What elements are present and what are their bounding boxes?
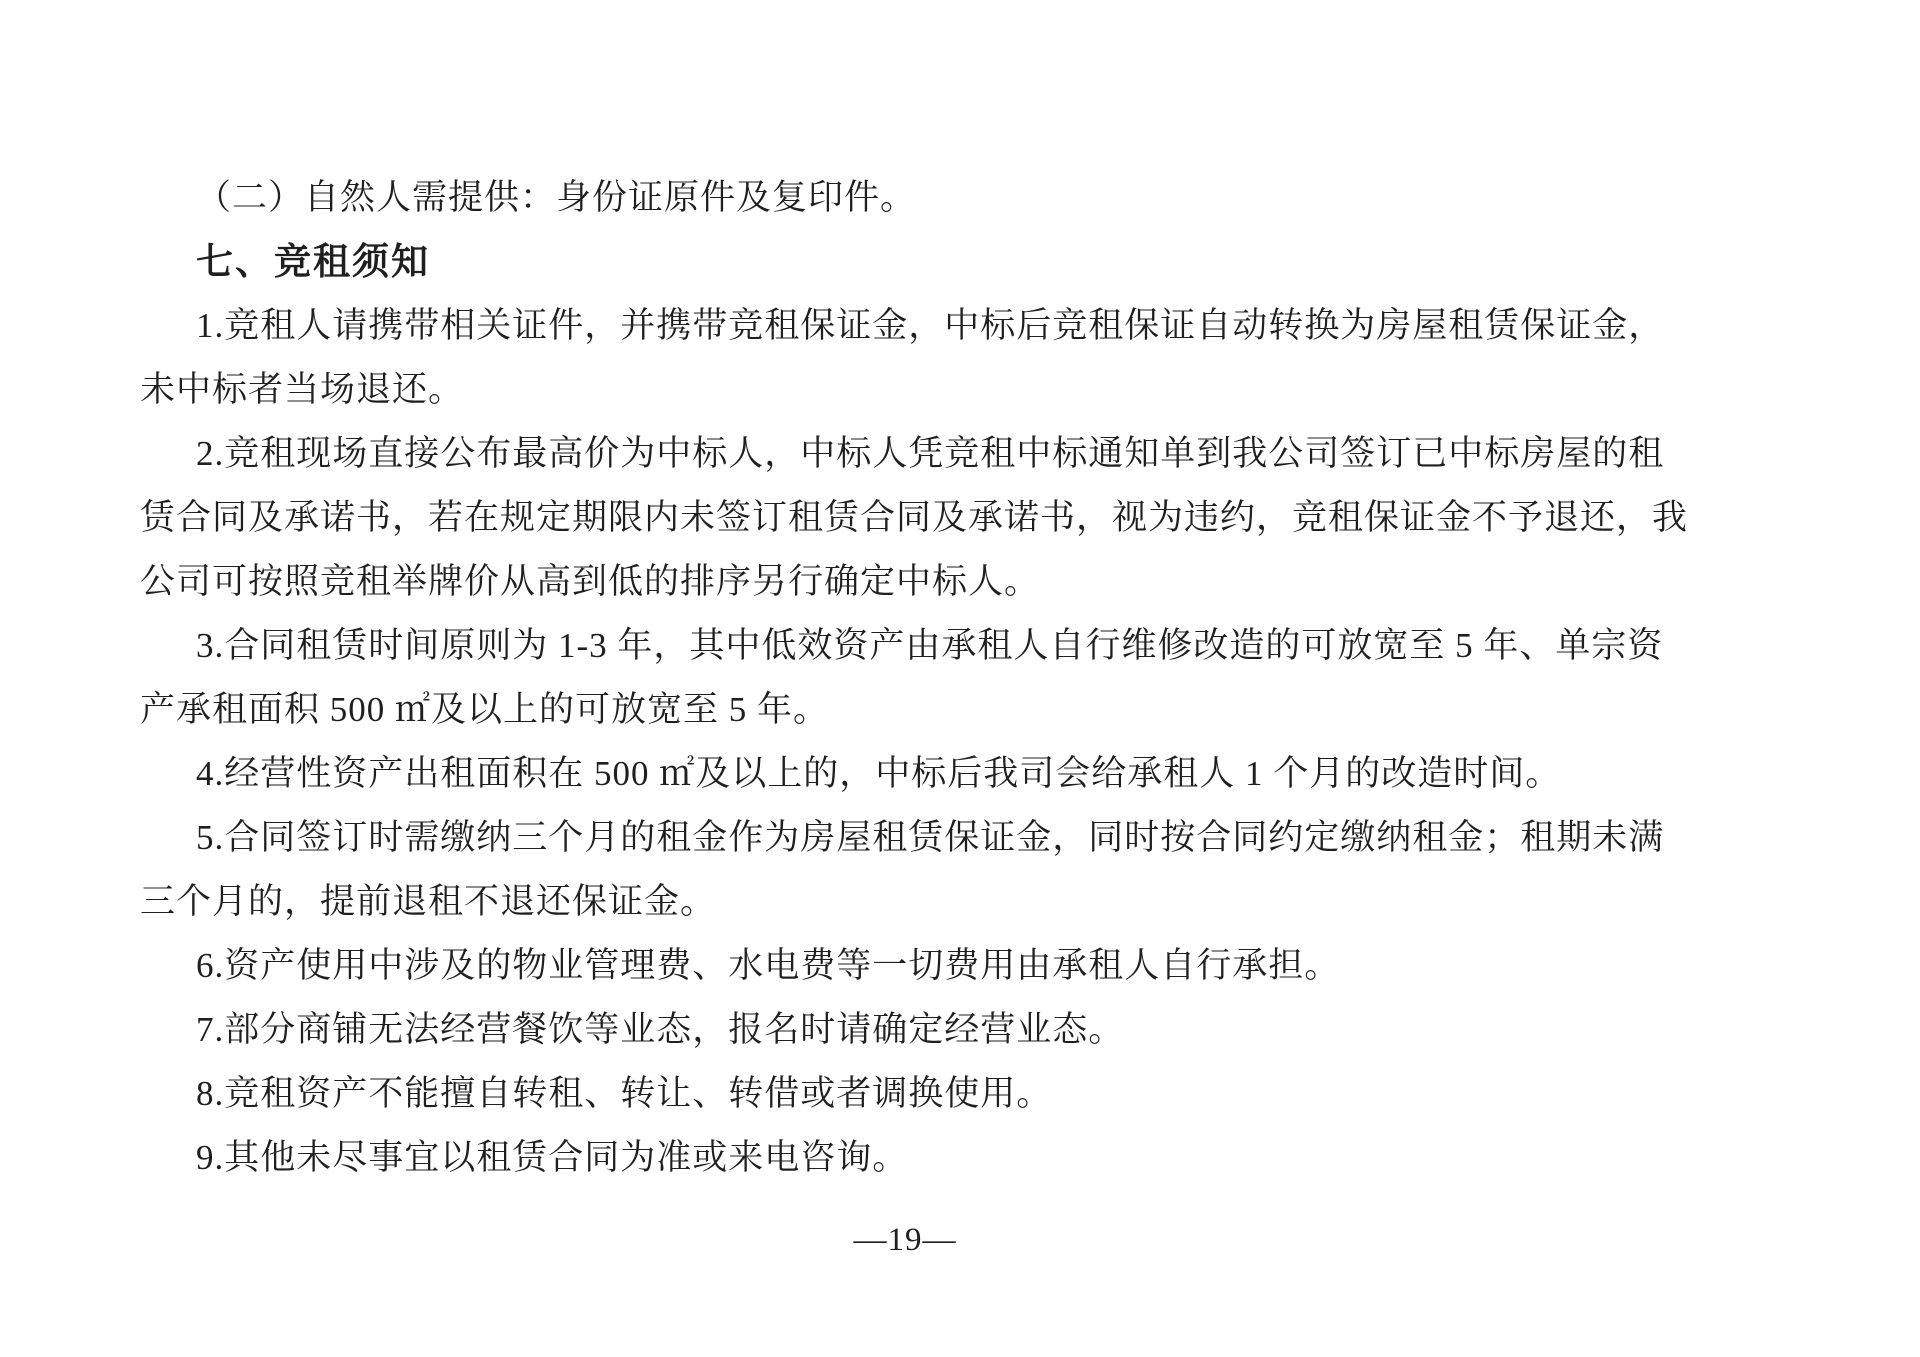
text-line: 8.竞租资产不能擅自转租、转让、转借或者调换使用。 — [196, 1074, 1053, 1113]
provision-natural-person-line — [140, 166, 1700, 230]
notice-item-3 — [140, 614, 1700, 742]
notice-item-2 — [140, 422, 1700, 614]
text-line: 1.竞租人请携带相关证件，并携带竞租保证金，中标后竞租保证自动转换为房屋租赁保证金， — [196, 306, 1665, 345]
notice-item-4 — [140, 742, 1700, 806]
document-body — [140, 166, 1700, 1190]
text-line: 3.合同租赁时间原则为 1-3 年，其中低效资产由承租人自行维修改造的可放宽至 5 年、单宗资 — [196, 626, 1664, 665]
text-line: （二）自然人需提供：身份证原件及复印件。 — [196, 178, 917, 217]
notice-item-6 — [140, 934, 1700, 998]
text-line: 2.竞租现场直接公布最高价为中标人，中标人凭竞租中标通知单到我公司签订已中标房屋的租 — [196, 434, 1665, 473]
text-line: 4.经营性资产出租面积在 500 ㎡及以上的，中标后我司会给承租人 1 个月的改造时间。 — [196, 754, 1562, 793]
text-line: 7.部分商铺无法经营餐饮等业态，报名时请确定经营业态。 — [196, 1010, 1125, 1049]
notice-item-1 — [140, 294, 1700, 422]
text-line: 6.资产使用中涉及的物业管理费、水电费等一切费用由承租人自行承担。 — [196, 946, 1341, 985]
text-line: 5.合同签订时需缴纳三个月的租金作为房屋租赁保证金，同时按合同约定缴纳租金；租期未满 — [196, 818, 1665, 857]
notice-item-8 — [140, 1062, 1700, 1126]
page-number: —19— — [853, 1222, 957, 1258]
notice-item-9 — [140, 1126, 1700, 1190]
text-line: 七、竞租须知 — [196, 241, 430, 282]
text-line: 公司可按照竞租举牌价从高到低的排序另行确定中标人。 — [140, 562, 1041, 601]
text-line: 产承租面积 500 ㎡及以上的可放宽至 5 年。 — [140, 690, 830, 729]
text-line: 9.其他未尽事宜以租赁合同为准或来电咨询。 — [196, 1138, 909, 1177]
text-line: 三个月的，提前退租不退还保证金。 — [140, 882, 717, 921]
text-line: 赁合同及承诺书，若在规定期限内未签订租赁合同及承诺书，视为违约，竞租保证金不予退还，我 — [140, 498, 1689, 537]
notice-item-7 — [140, 998, 1700, 1062]
text-line: 未中标者当场退还。 — [140, 370, 465, 409]
notice-item-5 — [140, 806, 1700, 934]
section-heading-bidding-notice — [140, 230, 1700, 294]
